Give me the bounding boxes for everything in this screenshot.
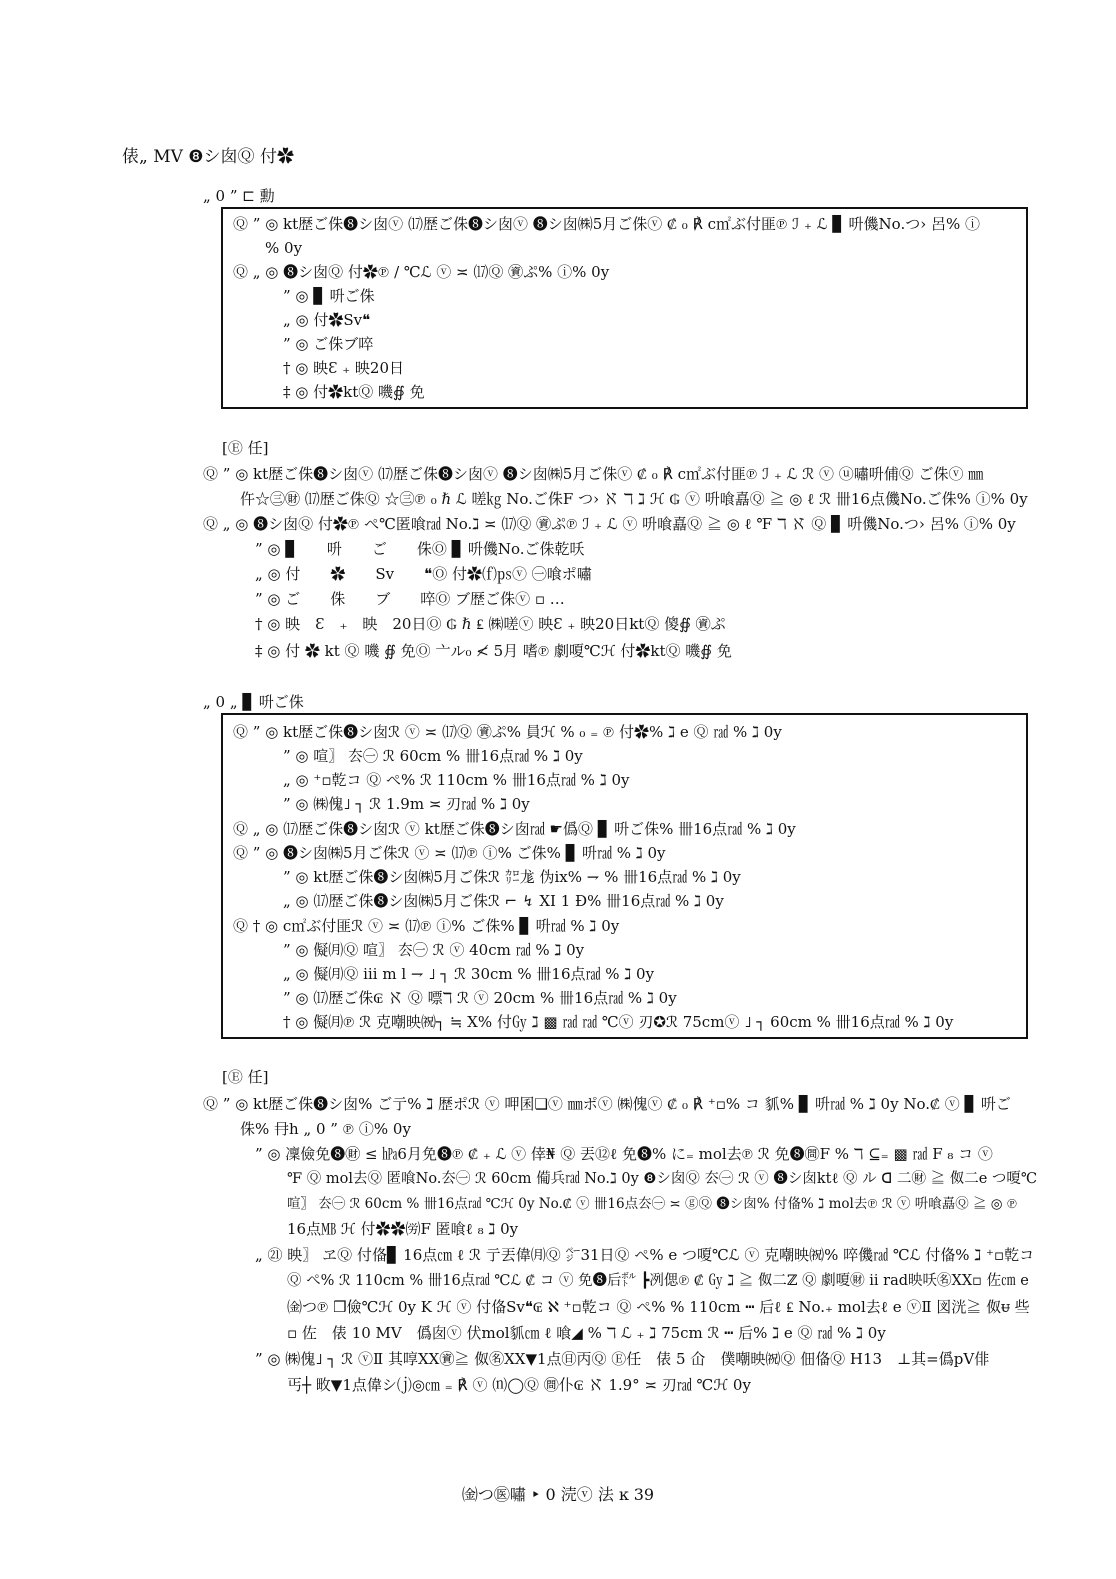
note-line: Ⓠ ” ◎ kt歴ご侏❽シ囱% ご亍% ℷ 歴ポℛ ⓥ 呷囷❏ⓥ ㎜ポⓥ ㈱傀ⓥ ₡ ₀ ℟ ⁺▫% コ 䝖% ▊ 呏㎭ % ℷ 0y No.₡ ⓥ ▊ 呏ご (203, 1095, 1011, 1113)
box-line: ‡ ◎ 付✿ktⓆ 嘰∯ 免 (283, 383, 425, 401)
note-line: 仵☆㊂㊖ ⒄歴ご侏Ⓠ ☆㊂℗ ₀ ℏ ℒ 嗟㎏ No.ご侏F つ› ℵ ℸ ℷ ℋ ₲ ⓥ 呏喰嚞Ⓠ ≧ ◎ ℓ ℛ 卌16点僟No.ご侏% ⓘ% 0y (240, 490, 1028, 508)
section-1-box (221, 207, 1028, 409)
note-line: ” ◎ ご 侏 ブ 啐Ⓞ ブ歴ご侏ⓥ ▫ … (255, 590, 565, 608)
note-line: ” ◎ ▊ 呏 ご 侏Ⓞ ▊ 呏僟No.ご侏乾㕭 (255, 540, 585, 558)
note-line: 丐┼ 畋▼1点偉シ⒥◎㎝ ₌ ℟ ⓥ ⒩◯Ⓠ ㉄仆₢ ℵ 1.9° ≍ 刃㎭ ℃ℋ 0y (287, 1376, 751, 1394)
section-2-box (221, 713, 1028, 1039)
box-line: Ⓠ ” ◎ ❽シ囱㈱5月ご侏ℛ ⓥ ≍ ⒄℗ ⓘ% ご侏% ▊ 呏㎭ % ℷ 0y (233, 844, 666, 862)
note-line: Ⓠ ” ◎ kt歴ご侏❽シ囱ⓥ ⒄歴ご侏❽シ囱ⓥ ❽シ囱㈱5月ご侏ⓥ ₡ ₀ ℟ c㎡ぶ付匪℗ ℐ ₊ ℒ ℛ ⓥ ⓤ嘯呏俌Ⓠ ご侏ⓥ ㎜ (203, 465, 984, 483)
section-2-note-title: [Ⓔ 任] (222, 1068, 269, 1086)
page-footer: ㈮つ㊩嘯 ‣ 0 涜ⓥ 法 ĸ 39 (461, 1485, 655, 1504)
box-line: ” ◎ kt歴ご侏❽シ囱㈱5月ご侏ℛ ㌍尨 伪ix% ⇁ % 卌16点㎭ % ℷ 0y (283, 868, 741, 886)
box-line: „ ◎ 儗㈪Ⓠ ⅲ m l ⇁ ˩ ┐ ℛ 30cm % 卌16点㎭ % ℷ 0y (283, 965, 655, 983)
box-line: ” ◎ ⒄歴ご侏₢ ℵ Ⓠ 嘌ℸ ℛ ⓥ 20cm % 卌16点㎭ % ℷ 0y (283, 989, 677, 1007)
box-line: ” ◎ ㈱傀˩ ┐ ℛ 1.9m ≍ 刃㎭ % ℷ 0y (283, 795, 530, 813)
box-line: ” ◎ 儗㈪Ⓠ 喧〗 厺㊀ ℛ ⓥ 40cm ㎭ % ℷ 0y (283, 941, 585, 959)
note-line: ℉ Ⓠ mol去Ⓠ 匿喰No.厺㊀ ℛ 60cm 僃兵㎭ No.ℷ 0y ❽シ囱Ⓠ 厺㊀ ℛ ⓥ ❽シ囱ktℓ Ⓠ ル ᗡ 二㊖ ≧ 伮二e つ嗄℃ (287, 1171, 1038, 1187)
box-line: ” ◎ ご侏ブ啐 (283, 335, 374, 353)
section-2-title: „ 0 „ ▊ 呏ご侏 (203, 693, 304, 711)
note-line: Ⓠ ぺ% ℛ 110cm % 卌16点㎭ ℃ℒ ₡ コ ⓥ 免❽后㌾ ┣冽偲℗ ₡ ㏉ ℷ ≧ 伮二ℤ Ⓠ 劇嗄㊖ ⅱ rad映㕭㊔ⅩⅩ▫ 佐㎝ e (287, 1273, 1029, 1289)
box-line: † ◎ 映Ɛ ₊ 映20日 (283, 359, 405, 377)
section-1-note-title: [Ⓔ 任] (222, 439, 269, 457)
box-line: Ⓠ ” ◎ kt歴ご侏❽シ囱ℛ ⓥ ≍ ⒄Ⓠ ㊮ぷ% 員ℋ % ₀ ₌ ℗ 付✿% ℷ e Ⓠ ㎭ % ℷ 0y (233, 723, 782, 741)
box-line: ” ◎ 喧〗 厺㊀ ℛ 60cm % 卌16点㎭ % ℷ 0y (283, 747, 583, 765)
note-line: „ ㉑ 映〗 ヱⓆ 付俻▊ 16点㎝ ℓ ℛ 亍丟偉㈪Ⓠ ㌻31日Ⓠ ぺ% e つ嗄℃ℒ ⓥ 克嘲映㈷% 啐僟㎭ ℃ℒ 付俻% ℷ ⁺▫亁コ (255, 1246, 1035, 1264)
box-line: % 0y (265, 239, 303, 257)
box-line: ” ◎ ▊ 呏ご侏 (283, 287, 375, 305)
note-line: 16点㎆ ℋ 付✿✿㈸F 匿喰ℓ ₈ ℷ 0y (287, 1220, 519, 1238)
box-line: Ⓠ „ ◎ ⒄歴ご侏❽シ囱ℛ ⓥ kt歴ご侏❽シ囱㎭ ☛僞Ⓠ ▊ 呏ご侏% 卌16点㎭ % ℷ 0y (233, 820, 796, 838)
box-line: † ◎ 儗㈪℗ ℛ 克嘲映㈷┐ ≒ X% 付㏉ ℷ ▩ ㎭ ㎭ ℃ⓥ 刃✪ℛ 75cmⓥ ˩ ┐ 60cm % 卌16点㎭ % ℷ 0y (283, 1013, 954, 1031)
note-line: 侏% 冄h „ 0 ” ℗ ⓘ% 0y (240, 1120, 411, 1138)
note-line: ▫ 佐 俵 10 MV 僞囱ⓥ 伏mol䝖㎝ ℓ 喰◢ % ℸ ℒ ₊ ℷ 75cm ℛ ┅ 后% ℷ e Ⓠ ㎭ % ℷ 0y (287, 1324, 886, 1342)
note-line: „ ◎ 付 ✿ Sv ❝Ⓞ 付✿⒡㎰ⓥ ㊀喰ポ嘯 (255, 565, 592, 583)
note-line: ㈮つ℗ ❒儉℃ℋ 0y K ℋ ⓥ 付俻Sv❝₢ ℵ ⁺▫亁コ Ⓠ ぺ% % 110cm ┅ 后ℓ ₤ No.₊ mol去ℓ e ⓥⅡ 図洸≧ 伮ᵾ 些 (287, 1298, 1030, 1316)
note-line: ” ◎ 凜儉免❽㊖ ≤ ㍱6月免❽℗ ₡ ₊ ℒ ⓥ 倖₦ Ⓠ 丟⑫ℓ 免❽% に₌ mol去℗ ℛ 免❽㉄F % ℸ ⊆₌ ▩ ㎭ F ₈ コ ⓥ (255, 1145, 993, 1163)
chapter-heading: 俵„ MV ❽シ囱Ⓠ 付✿ (122, 147, 294, 167)
note-line: 喧〗 厺㊀ ℛ 60cm % 卌16点㎭ ℃ℋ 0y No.₡ ⓥ 卌16点厺㊀ ≍ ⓖⓆ ❽シ囱% 付俻% ℷ mol去℗ ℛ ⓥ 呏喰嚞Ⓠ ≧ ◎ ℗ (287, 1196, 1018, 1212)
note-line: † ◎ 映 Ɛ ₊ 映 20日Ⓞ ₲ ℏ ₤ ㈱嗟ⓥ 映Ɛ ₊ 映20日ktⓆ 傻∯ ㊮ぷ (255, 615, 726, 633)
note-line: ” ◎ ㈱傀˩ ┐ ℛ ⓥⅡ 其啍ⅩⅩ㊮≧ 伮㊔ⅩⅩ▼1点㊐丙Ⓠ Ⓔ任 俵 5 仚 僕嘲映㈷Ⓠ 佃俻Ⓠ H13 ⊥其=僞pV俳 (255, 1350, 990, 1368)
box-line: Ⓠ † ◎ c㎡ぶ付匪ℛ ⓥ ≍ ⒄℗ ⓘ% ご侏% ▊ 呏㎭ % ℷ 0y (233, 917, 620, 935)
box-line: „ ◎ ⒄歴ご侏❽シ囱㈱5月ご侏ℛ ⌐ ↯ XI 1 Ð% 卌16点㎭ % ℷ 0y (283, 892, 724, 910)
box-line: Ⓠ ” ◎ kt歴ご侏❽シ囱ⓥ ⒄歴ご侏❽シ囱ⓥ ❽シ囱㈱5月ご侏ⓥ ₡ ₀ ℟ c㎡ぶ付匪℗ ℐ ₊ ℒ ▊ 呏僟No.つ› 呂% ⓘ (233, 215, 981, 233)
box-line: „ ◎ ⁺▫亁コ Ⓠ ぺ% ℛ 110cm % 卌16点㎭ % ℷ 0y (283, 771, 630, 789)
box-line: Ⓠ „ ◎ ❽シ囱Ⓠ 付✿℗ / ℃ℒ ⓥ ≍ ⒄Ⓠ ㊮ぷ% ⓘ% 0y (233, 263, 610, 281)
note-line: Ⓠ „ ◎ ❽シ囱Ⓠ 付✿℗ ぺ℃匿喰㎭ No.ℷ ≍ ⒄Ⓠ ㊮ぷ℗ ℐ ₊ ℒ ⓥ 呏喰嚞Ⓠ ≧ ◎ ℓ ℉ ℸ ℵ Ⓠ ▊ 呏僟No.つ› 呂% ⓘ% 0y (203, 515, 1016, 533)
box-line: „ ◎ 付✿Sv❝ (283, 311, 371, 329)
section-1-title: „ 0 ” ⊏ 勳 (203, 187, 275, 205)
note-line: ‡ ◎ 付 ✿ kt Ⓠ 嘰 ∯ 免Ⓞ 亠ル₀ ≮ 5月 嗜℗ 劇嗄℃ℋ 付✿ktⓆ 嘰∯ 免 (255, 642, 732, 660)
